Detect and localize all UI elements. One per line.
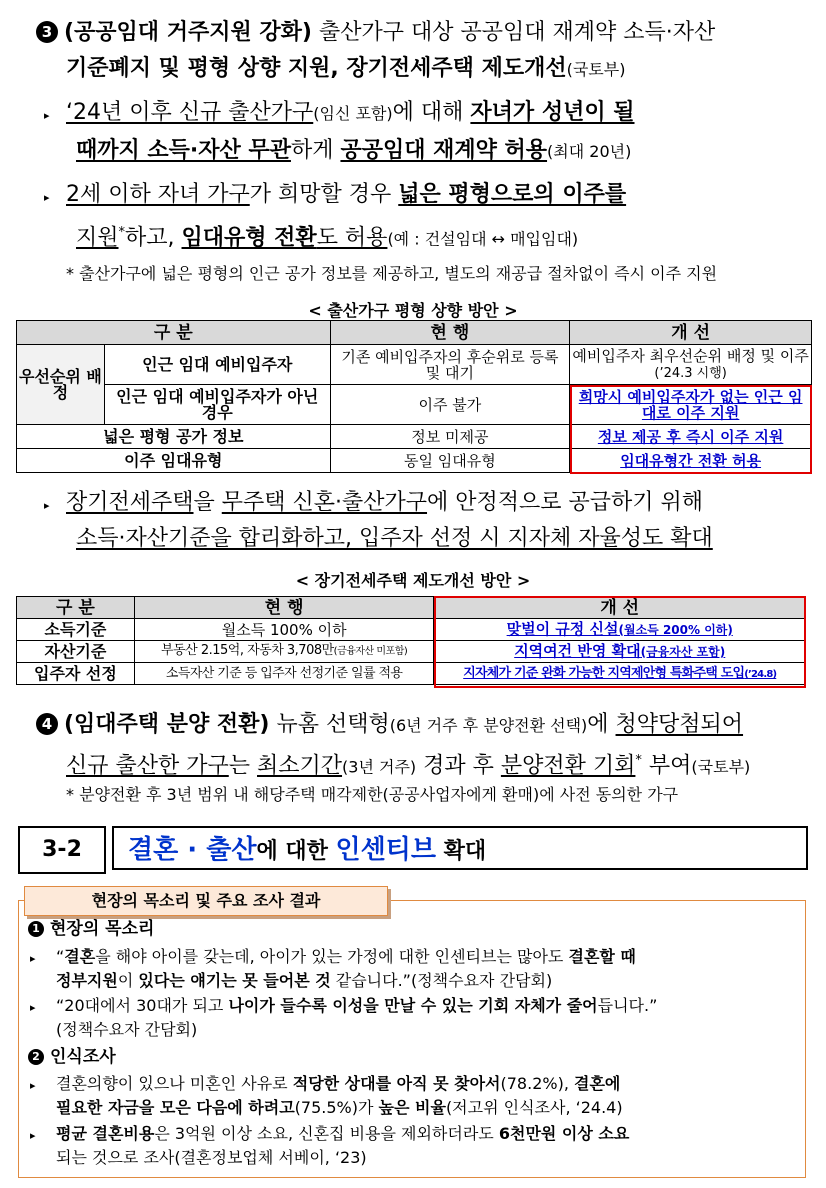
item3-line1: 3 (공공임대 거주지원 강화) 출산가구 대상 공공임대 재계약 소득·자산 <box>36 16 715 50</box>
table2-header-category: 구 분 <box>17 597 135 619</box>
triangle-bullet-icon: ▸ <box>30 1001 36 1014</box>
table1-group-label: 우선순위 배정 <box>17 345 105 425</box>
triangle-bullet-icon: ▸ <box>30 1079 36 1092</box>
item4-footnote: * 분양전환 후 3년 범위 내 해당주택 매각제한(공공사업자에게 환매)에 사전 동의한 가구 <box>66 785 679 804</box>
voices-quote1-line1: ▸ “결혼을 해야 아이를 갖는데, 아이가 있는 가정에 대한 인센티브는 많아도 결혼할 때 <box>30 945 636 970</box>
table2-row1-improve: 지역여건 반영 확대(금융자산 포함) <box>434 641 806 663</box>
table2-row0-current: 월소득 100% 이하 <box>134 619 434 641</box>
table1-row1-label: 인근 임대 예비입주자가 아닌 경우 <box>104 385 330 425</box>
table2-row1-current: 부동산 2.15억, 자동차 3,708만(금융자산 미포함) <box>134 641 434 663</box>
table1-row0-current: 기존 예비입주자의 후순위로 등록 및 대기 <box>330 345 570 385</box>
table1-row1-improve: 희망시 예비입주자가 없는 인근 임대로 이주 지원 <box>570 385 812 425</box>
table1 <box>16 320 812 473</box>
table2 <box>16 596 806 685</box>
table1-row3-improve: 임대유형간 전환 허용 <box>570 449 812 473</box>
voices-survey2-line2: 되는 것으로 조사(결혼정보업체 서베이, ‘23) <box>56 1148 367 1167</box>
table2-row1-label: 자산기준 <box>17 641 135 663</box>
item3-line2: 기준폐지 및 평형 상향 지원, 장기전세주택 제도개선(국토부) <box>66 56 626 81</box>
voices-survey2-line1: ▸ 평균 결혼비용은 3억원 이상 소요, 신혼집 비용을 제외하더라도 6천만원 이상 소요 <box>30 1122 629 1147</box>
table1-row1-current: 이주 불가 <box>330 385 570 425</box>
table1-row0-label: 인근 임대 예비입주자 <box>104 345 330 385</box>
circle-number-4: 4 <box>36 713 58 735</box>
voices-quote2-line1: ▸ “20대에서 30대가 되고 나이가 들수록 이성을 만날 수 있는 기회 자체가 줄어듭니다.” <box>30 994 657 1019</box>
item4-line2: 신규 출산한 가구는 최소기간(3년 거주) 경과 후 분양전환 기회* 부여(국토부) <box>66 753 751 779</box>
voices-heading2: 2 인식조사 <box>28 1046 116 1069</box>
table2-row2-label: 입주자 선정 <box>17 663 135 685</box>
voices-quote2-line2: (정책수요자 간담회) <box>56 1020 198 1039</box>
circle-number-2: 2 <box>28 1049 44 1065</box>
table2-header-current: 현 행 <box>134 597 434 619</box>
voices-heading1: 1 현장의 목소리 <box>28 918 154 941</box>
table1-header-improve: 개 선 <box>570 321 812 345</box>
item4-line1: 4 (임대주택 분양 전환) 뉴홈 선택형(6년 거주 후 분양전환 선택)에 청약당첨되어 <box>36 708 743 743</box>
triangle-bullet-icon: ▸ <box>44 191 50 204</box>
triangle-bullet-icon: ▸ <box>30 952 36 965</box>
item3-bullet1-line2: 때까지 소득·자산 무관하게 공공임대 재계약 허용(최대 20년) <box>76 138 632 163</box>
item3-footnote: * 출산가구에 넓은 평형의 인근 공가 정보를 제공하고, 별도의 재공급 절차없이 즉시 이주 지원 <box>66 264 718 283</box>
table1-caption: < 출산가구 평형 상향 방안 > <box>308 301 518 320</box>
table1-row3-current: 동일 임대유형 <box>330 449 570 473</box>
voices-survey1-line1: ▸ 결혼의향이 있으나 미혼인 사유로 적당한 상대를 아직 못 찾아서(78.2%), 결혼에 <box>30 1072 620 1097</box>
table2-row2-current: 소득자산 기준 등 입주자 선정기준 일률 적용 <box>134 663 434 685</box>
table2-row0-label: 소득기준 <box>17 619 135 641</box>
table1-row0-improve: 예비입주자 최우선순위 배정 및 이주(’24.3 시행) <box>570 345 812 385</box>
table1-header-category: 구 분 <box>17 321 331 345</box>
triangle-bullet-icon: ▸ <box>44 109 50 122</box>
item3-bullet2-line2: 지원*하고, 임대유형 전환도 허용(예 : 건설임대 ↔ 매입임대) <box>76 225 579 251</box>
table1-row2-improve: 정보 제공 후 즉시 이주 지원 <box>570 425 812 449</box>
triangle-bullet-icon: ▸ <box>44 499 50 512</box>
section-title: 결혼 · 출산에 대한 인센티브 확대 <box>112 826 808 870</box>
voices-quote1-line2: 정부지원이 있다는 얘기는 못 들어본 것 같습니다.”(정책수요자 간담회) <box>56 971 553 990</box>
section-number: 3-2 <box>18 826 106 874</box>
table2-header-improve: 개 선 <box>434 597 806 619</box>
table2-caption: < 장기전세주택 제도개선 방안 > <box>295 571 531 590</box>
table1-row3-label: 이주 임대유형 <box>17 449 331 473</box>
circle-number-1: 1 <box>28 921 44 937</box>
item3-bullet2-line1: ▸ 2세 이하 자녀 가구가 희망할 경우 넓은 평형으로의 이주를 <box>44 178 626 215</box>
table1-header-current: 현 행 <box>330 321 570 345</box>
table2-row2-improve: 지자체가 기준 완화 가능한 지역제안형 특화주택 도입(’24.8) <box>434 663 806 685</box>
table1-row2-current: 정보 미제공 <box>330 425 570 449</box>
table1-row2-label: 넓은 평형 공가 정보 <box>17 425 331 449</box>
bullet3-line1: ▸ 장기전세주택을 무주택 신혼·출산가구에 안정적으로 공급하기 위해 <box>44 486 703 523</box>
circle-number-3: 3 <box>36 21 58 43</box>
voices-label: 현장의 목소리 및 주요 조사 결과 <box>24 886 388 916</box>
voices-survey1-line2: 필요한 자금을 모은 다음에 하려고(75.5%)가 높은 비율(저고위 인식조사, ‘24.4) <box>56 1098 623 1117</box>
table2-row0-improve: 맞벌이 규정 신설(월소득 200% 이하) <box>434 619 806 641</box>
triangle-bullet-icon: ▸ <box>30 1129 36 1142</box>
item3-bullet1-line1: ▸ ‘24년 이후 신규 출산가구(임신 포함)에 대해 자녀가 성년이 될 <box>44 96 635 133</box>
bullet3-line2: 소득·자산기준을 합리화하고, 입주자 선정 시 지자체 자율성도 확대 <box>76 526 713 551</box>
